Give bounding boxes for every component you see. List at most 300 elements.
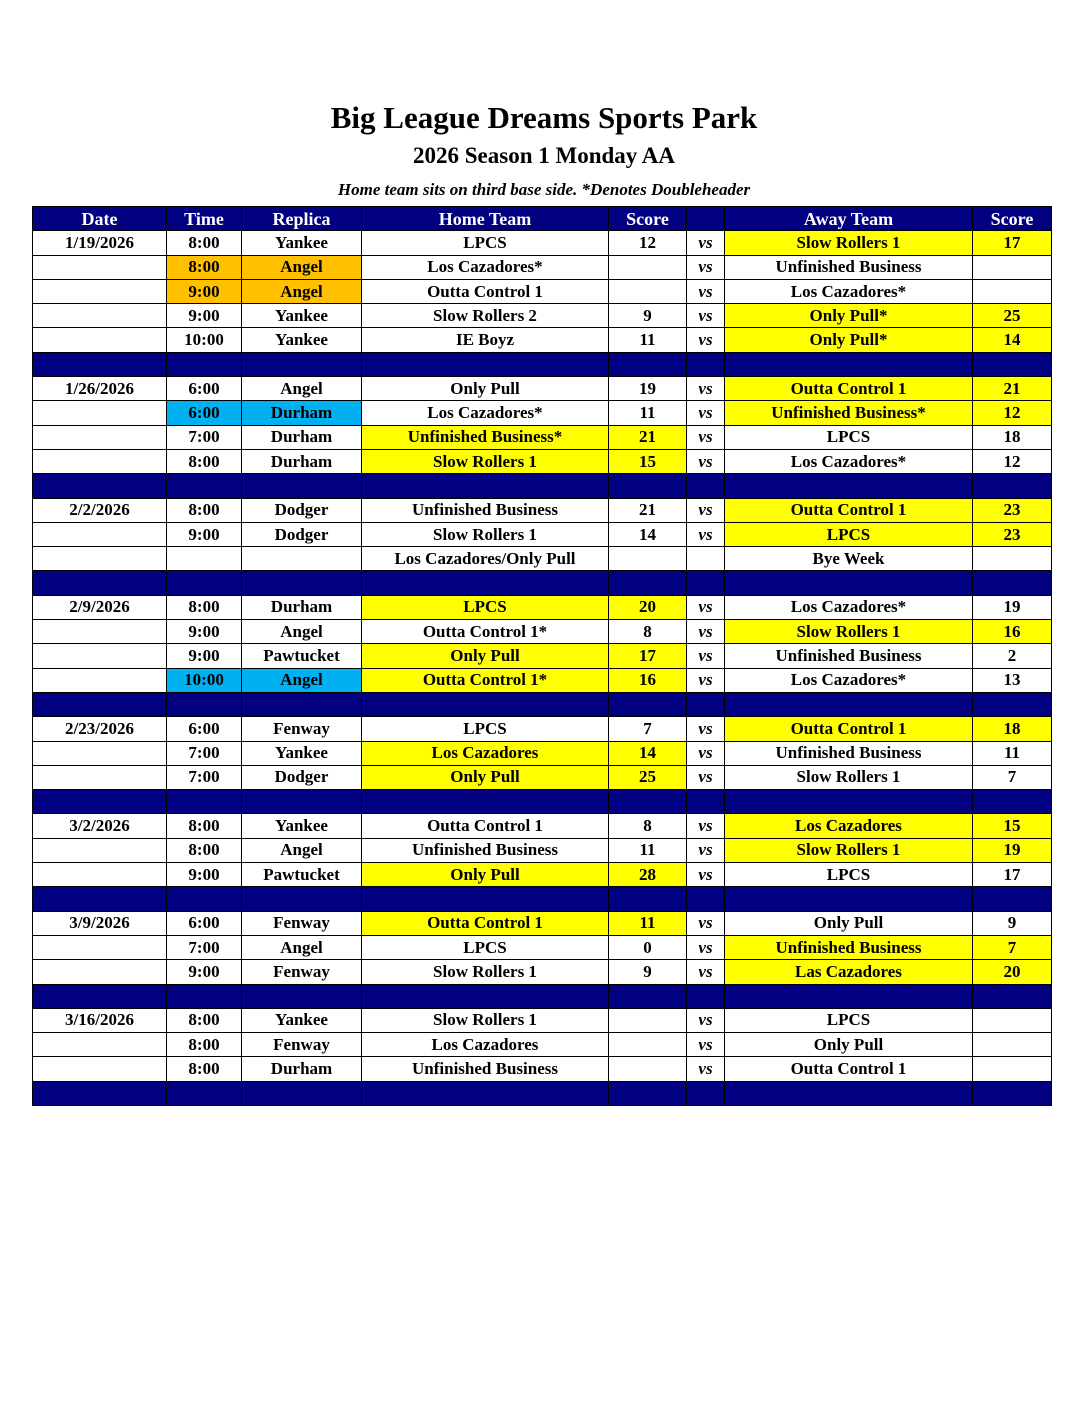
vs-cell: vs bbox=[687, 620, 725, 644]
time-cell: 7:00 bbox=[167, 425, 242, 449]
replica-cell: Angel bbox=[242, 279, 362, 303]
home-team-cell: Outta Control 1* bbox=[362, 668, 609, 692]
date-cell bbox=[33, 255, 167, 279]
replica-cell: Durham bbox=[242, 401, 362, 425]
replica-cell: Yankee bbox=[242, 1008, 362, 1032]
away-score-cell: 7 bbox=[973, 935, 1052, 959]
time-cell bbox=[167, 547, 242, 571]
col-time: Time bbox=[167, 207, 242, 231]
week-separator-row bbox=[33, 790, 1052, 814]
vs-cell: vs bbox=[687, 935, 725, 959]
separator-cell bbox=[362, 984, 609, 1008]
home-team-cell: Outta Control 1 bbox=[362, 814, 609, 838]
game-row bbox=[33, 814, 1052, 838]
home-score-cell: 0 bbox=[609, 935, 687, 959]
away-team-cell: Unfinished Business bbox=[725, 255, 973, 279]
game-row bbox=[33, 1008, 1052, 1032]
home-team-cell: Los Cazadores* bbox=[362, 401, 609, 425]
vs-cell: vs bbox=[687, 741, 725, 765]
game-row bbox=[33, 498, 1052, 522]
week-separator-row bbox=[33, 692, 1052, 716]
away-team-cell: Unfinished Business* bbox=[725, 401, 973, 425]
separator-cell bbox=[33, 1081, 167, 1105]
time-cell: 8:00 bbox=[167, 449, 242, 473]
replica-cell: Fenway bbox=[242, 717, 362, 741]
time-cell: 6:00 bbox=[167, 401, 242, 425]
time-cell: 6:00 bbox=[167, 377, 242, 401]
date-cell bbox=[33, 547, 167, 571]
home-team-cell: Only Pull bbox=[362, 644, 609, 668]
separator-cell bbox=[33, 692, 167, 716]
home-team-cell: Only Pull bbox=[362, 863, 609, 887]
away-score-cell: 17 bbox=[973, 231, 1052, 255]
away-team-cell: Los Cazadores* bbox=[725, 668, 973, 692]
separator-cell bbox=[33, 790, 167, 814]
game-row bbox=[33, 547, 1052, 571]
away-score-cell: 19 bbox=[973, 838, 1052, 862]
game-row bbox=[33, 377, 1052, 401]
separator-cell bbox=[167, 1081, 242, 1105]
home-team-cell: LPCS bbox=[362, 231, 609, 255]
time-cell: 6:00 bbox=[167, 717, 242, 741]
separator-cell bbox=[687, 474, 725, 498]
separator-cell bbox=[687, 571, 725, 595]
time-cell: 6:00 bbox=[167, 911, 242, 935]
vs-cell: vs bbox=[687, 644, 725, 668]
time-cell: 8:00 bbox=[167, 814, 242, 838]
date-cell bbox=[33, 668, 167, 692]
separator-cell bbox=[973, 352, 1052, 376]
home-team-cell: Unfinished Business bbox=[362, 1057, 609, 1081]
separator-cell bbox=[167, 887, 242, 911]
away-team-cell: Only Pull bbox=[725, 1033, 973, 1057]
home-score-cell: 21 bbox=[609, 498, 687, 522]
vs-cell: vs bbox=[687, 522, 725, 546]
replica-cell: Fenway bbox=[242, 960, 362, 984]
vs-cell: vs bbox=[687, 377, 725, 401]
away-team-cell: Unfinished Business bbox=[725, 935, 973, 959]
page-subtitle: 2026 Season 1 Monday AA bbox=[413, 143, 675, 168]
replica-cell: Yankee bbox=[242, 741, 362, 765]
away-team-cell: Outta Control 1 bbox=[725, 717, 973, 741]
away-score-cell: 20 bbox=[973, 960, 1052, 984]
date-cell bbox=[33, 279, 167, 303]
vs-cell: vs bbox=[687, 765, 725, 789]
separator-cell bbox=[242, 887, 362, 911]
separator-cell bbox=[687, 692, 725, 716]
separator-cell bbox=[725, 352, 973, 376]
home-score-cell: 11 bbox=[609, 838, 687, 862]
game-row bbox=[33, 717, 1052, 741]
separator-cell bbox=[973, 1081, 1052, 1105]
game-row bbox=[33, 425, 1052, 449]
separator-cell bbox=[362, 1081, 609, 1105]
away-team-cell: LPCS bbox=[725, 522, 973, 546]
away-team-cell: LPCS bbox=[725, 863, 973, 887]
away-team-cell: Slow Rollers 1 bbox=[725, 838, 973, 862]
separator-cell bbox=[242, 692, 362, 716]
vs-cell: vs bbox=[687, 1057, 725, 1081]
time-cell: 10:00 bbox=[167, 328, 242, 352]
game-row bbox=[33, 401, 1052, 425]
away-score-cell: 21 bbox=[973, 377, 1052, 401]
week-separator-row bbox=[33, 352, 1052, 376]
home-team-cell: Unfinished Business bbox=[362, 838, 609, 862]
away-team-cell: Los Cazadores* bbox=[725, 595, 973, 619]
game-row bbox=[33, 449, 1052, 473]
replica-cell: Dodger bbox=[242, 522, 362, 546]
separator-cell bbox=[609, 474, 687, 498]
vs-cell: vs bbox=[687, 911, 725, 935]
away-score-cell: 12 bbox=[973, 401, 1052, 425]
replica-cell: Durham bbox=[242, 425, 362, 449]
away-score-cell: 12 bbox=[973, 449, 1052, 473]
vs-cell: vs bbox=[687, 328, 725, 352]
home-score-cell: 8 bbox=[609, 814, 687, 838]
date-cell bbox=[33, 620, 167, 644]
separator-cell bbox=[725, 571, 973, 595]
date-cell bbox=[33, 863, 167, 887]
header-row bbox=[33, 207, 1052, 231]
separator-cell bbox=[242, 352, 362, 376]
away-score-cell: 25 bbox=[973, 304, 1052, 328]
home-team-cell: IE Boyz bbox=[362, 328, 609, 352]
vs-cell: vs bbox=[687, 401, 725, 425]
week-separator-row bbox=[33, 474, 1052, 498]
separator-cell bbox=[362, 352, 609, 376]
replica-cell: Angel bbox=[242, 838, 362, 862]
home-team-cell: Outta Control 1 bbox=[362, 911, 609, 935]
date-cell: 1/19/2026 bbox=[33, 231, 167, 255]
vs-cell: vs bbox=[687, 1033, 725, 1057]
separator-cell bbox=[973, 984, 1052, 1008]
separator-cell bbox=[725, 790, 973, 814]
date-cell bbox=[33, 741, 167, 765]
replica-cell: Angel bbox=[242, 935, 362, 959]
separator-cell bbox=[687, 1081, 725, 1105]
separator-cell bbox=[609, 352, 687, 376]
home-score-cell: 15 bbox=[609, 449, 687, 473]
date-cell: 3/16/2026 bbox=[33, 1008, 167, 1032]
vs-cell: vs bbox=[687, 863, 725, 887]
week-separator-row bbox=[33, 887, 1052, 911]
date-cell bbox=[33, 522, 167, 546]
home-score-cell: 11 bbox=[609, 328, 687, 352]
game-row bbox=[33, 960, 1052, 984]
away-team-cell: Los Cazadores bbox=[725, 814, 973, 838]
separator-cell bbox=[973, 474, 1052, 498]
separator-cell bbox=[725, 1081, 973, 1105]
time-cell: 9:00 bbox=[167, 620, 242, 644]
separator-cell bbox=[362, 474, 609, 498]
separator-cell bbox=[362, 887, 609, 911]
home-score-cell: 14 bbox=[609, 522, 687, 546]
away-score-cell: 11 bbox=[973, 741, 1052, 765]
home-score-cell bbox=[609, 1033, 687, 1057]
away-score-cell: 7 bbox=[973, 765, 1052, 789]
replica-cell: Pawtucket bbox=[242, 863, 362, 887]
date-cell: 2/23/2026 bbox=[33, 717, 167, 741]
replica-cell: Fenway bbox=[242, 1033, 362, 1057]
home-score-cell bbox=[609, 1008, 687, 1032]
away-score-cell: 17 bbox=[973, 863, 1052, 887]
vs-cell: vs bbox=[687, 231, 725, 255]
separator-cell bbox=[725, 474, 973, 498]
date-cell bbox=[33, 960, 167, 984]
page-title: Big League Dreams Sports Park bbox=[330, 100, 758, 135]
home-team-cell: Los Cazadores* bbox=[362, 255, 609, 279]
away-score-cell: 19 bbox=[973, 595, 1052, 619]
home-score-cell: 7 bbox=[609, 717, 687, 741]
home-team-cell: Only Pull bbox=[362, 765, 609, 789]
home-team-cell: Only Pull bbox=[362, 377, 609, 401]
replica-cell: Fenway bbox=[242, 911, 362, 935]
game-row bbox=[33, 304, 1052, 328]
game-row bbox=[33, 741, 1052, 765]
date-cell bbox=[33, 838, 167, 862]
home-score-cell: 8 bbox=[609, 620, 687, 644]
home-score-cell: 9 bbox=[609, 960, 687, 984]
home-score-cell bbox=[609, 547, 687, 571]
home-score-cell: 11 bbox=[609, 401, 687, 425]
vs-cell: vs bbox=[687, 304, 725, 328]
away-score-cell: 23 bbox=[973, 522, 1052, 546]
home-team-cell: Slow Rollers 1 bbox=[362, 1008, 609, 1032]
game-row bbox=[33, 838, 1052, 862]
game-row bbox=[33, 863, 1052, 887]
away-score-cell: 13 bbox=[973, 668, 1052, 692]
week-separator-row bbox=[33, 984, 1052, 1008]
time-cell: 9:00 bbox=[167, 304, 242, 328]
home-score-cell: 21 bbox=[609, 425, 687, 449]
away-team-cell: Los Cazadores* bbox=[725, 449, 973, 473]
separator-cell bbox=[33, 984, 167, 1008]
separator-cell bbox=[687, 790, 725, 814]
col-date: Date bbox=[33, 207, 167, 231]
away-score-cell: 18 bbox=[973, 717, 1052, 741]
home-score-cell: 20 bbox=[609, 595, 687, 619]
separator-cell bbox=[609, 790, 687, 814]
separator-cell bbox=[242, 474, 362, 498]
game-row bbox=[33, 231, 1052, 255]
separator-cell bbox=[33, 571, 167, 595]
away-score-cell: 2 bbox=[973, 644, 1052, 668]
date-cell bbox=[33, 935, 167, 959]
game-row bbox=[33, 279, 1052, 303]
separator-cell bbox=[609, 984, 687, 1008]
vs-cell: vs bbox=[687, 814, 725, 838]
home-team-cell: Outta Control 1* bbox=[362, 620, 609, 644]
date-cell bbox=[33, 328, 167, 352]
replica-cell: Durham bbox=[242, 1057, 362, 1081]
time-cell: 8:00 bbox=[167, 595, 242, 619]
home-team-cell: LPCS bbox=[362, 717, 609, 741]
separator-cell bbox=[362, 571, 609, 595]
separator-cell bbox=[362, 692, 609, 716]
date-cell bbox=[33, 1057, 167, 1081]
separator-cell bbox=[609, 887, 687, 911]
date-cell: 3/9/2026 bbox=[33, 911, 167, 935]
vs-cell: vs bbox=[687, 425, 725, 449]
replica-cell: Yankee bbox=[242, 328, 362, 352]
home-team-cell: Los Cazadores bbox=[362, 1033, 609, 1057]
time-cell: 8:00 bbox=[167, 255, 242, 279]
vs-cell: vs bbox=[687, 668, 725, 692]
replica-cell: Angel bbox=[242, 620, 362, 644]
home-team-cell: Unfinished Business bbox=[362, 498, 609, 522]
replica-cell: Dodger bbox=[242, 498, 362, 522]
date-cell bbox=[33, 425, 167, 449]
away-team-cell: Las Cazadores bbox=[725, 960, 973, 984]
date-cell bbox=[33, 304, 167, 328]
date-cell bbox=[33, 644, 167, 668]
home-team-cell: Slow Rollers 1 bbox=[362, 449, 609, 473]
date-cell bbox=[33, 765, 167, 789]
time-cell: 8:00 bbox=[167, 1033, 242, 1057]
time-cell: 8:00 bbox=[167, 838, 242, 862]
replica-cell bbox=[242, 547, 362, 571]
away-score-cell: 9 bbox=[973, 911, 1052, 935]
time-cell: 8:00 bbox=[167, 1008, 242, 1032]
week-separator-row bbox=[33, 571, 1052, 595]
away-team-cell: Unfinished Business bbox=[725, 644, 973, 668]
home-score-cell: 16 bbox=[609, 668, 687, 692]
replica-cell: Durham bbox=[242, 595, 362, 619]
separator-cell bbox=[167, 790, 242, 814]
away-team-cell: Only Pull* bbox=[725, 304, 973, 328]
separator-cell bbox=[33, 352, 167, 376]
game-row bbox=[33, 644, 1052, 668]
home-score-cell: 9 bbox=[609, 304, 687, 328]
game-row bbox=[33, 765, 1052, 789]
date-cell: 1/26/2026 bbox=[33, 377, 167, 401]
col-away-score: Score bbox=[973, 207, 1052, 231]
separator-cell bbox=[362, 790, 609, 814]
home-score-cell: 28 bbox=[609, 863, 687, 887]
game-row bbox=[33, 935, 1052, 959]
date-cell bbox=[33, 449, 167, 473]
away-score-cell: 16 bbox=[973, 620, 1052, 644]
separator-cell bbox=[242, 790, 362, 814]
date-cell: 2/9/2026 bbox=[33, 595, 167, 619]
vs-cell: vs bbox=[687, 960, 725, 984]
date-cell bbox=[33, 401, 167, 425]
away-score-cell bbox=[973, 1057, 1052, 1081]
time-cell: 7:00 bbox=[167, 765, 242, 789]
home-score-cell bbox=[609, 255, 687, 279]
vs-cell: vs bbox=[687, 279, 725, 303]
vs-cell: vs bbox=[687, 1008, 725, 1032]
vs-cell: vs bbox=[687, 255, 725, 279]
game-row bbox=[33, 911, 1052, 935]
separator-cell bbox=[167, 571, 242, 595]
separator-cell bbox=[242, 1081, 362, 1105]
away-team-cell: LPCS bbox=[725, 1008, 973, 1032]
vs-cell: vs bbox=[687, 498, 725, 522]
replica-cell: Angel bbox=[242, 377, 362, 401]
game-row bbox=[33, 1057, 1052, 1081]
time-cell: 9:00 bbox=[167, 644, 242, 668]
separator-cell bbox=[167, 984, 242, 1008]
game-row bbox=[33, 620, 1052, 644]
separator-cell bbox=[725, 984, 973, 1008]
time-cell: 9:00 bbox=[167, 960, 242, 984]
away-score-cell bbox=[973, 279, 1052, 303]
separator-cell bbox=[609, 692, 687, 716]
away-team-cell: Los Cazadores* bbox=[725, 279, 973, 303]
separator-cell bbox=[687, 887, 725, 911]
time-cell: 10:00 bbox=[167, 668, 242, 692]
time-cell: 8:00 bbox=[167, 231, 242, 255]
separator-cell bbox=[973, 571, 1052, 595]
game-row bbox=[33, 1033, 1052, 1057]
vs-cell: vs bbox=[687, 595, 725, 619]
date-cell bbox=[33, 1033, 167, 1057]
time-cell: 9:00 bbox=[167, 279, 242, 303]
home-team-cell: Unfinished Business* bbox=[362, 425, 609, 449]
away-team-cell: Outta Control 1 bbox=[725, 498, 973, 522]
replica-cell: Durham bbox=[242, 449, 362, 473]
separator-cell bbox=[167, 474, 242, 498]
home-score-cell: 11 bbox=[609, 911, 687, 935]
time-cell: 8:00 bbox=[167, 1057, 242, 1081]
away-score-cell bbox=[973, 547, 1052, 571]
away-team-cell: Unfinished Business bbox=[725, 741, 973, 765]
vs-cell: vs bbox=[687, 838, 725, 862]
separator-cell bbox=[973, 692, 1052, 716]
game-row bbox=[33, 522, 1052, 546]
replica-cell: Yankee bbox=[242, 231, 362, 255]
col-home-score: Score bbox=[609, 207, 687, 231]
home-score-cell: 12 bbox=[609, 231, 687, 255]
away-team-cell: Outta Control 1 bbox=[725, 1057, 973, 1081]
col-replica: Replica bbox=[242, 207, 362, 231]
home-team-cell: LPCS bbox=[362, 935, 609, 959]
separator-cell bbox=[167, 692, 242, 716]
separator-cell bbox=[609, 1081, 687, 1105]
col-home-team: Home Team bbox=[362, 207, 609, 231]
time-cell: 8:00 bbox=[167, 498, 242, 522]
schedule-note: Home team sits on third base side. *Denotes Doubleheader bbox=[337, 180, 751, 199]
vs-cell bbox=[687, 547, 725, 571]
separator-cell bbox=[725, 692, 973, 716]
time-cell: 9:00 bbox=[167, 522, 242, 546]
home-team-cell: Slow Rollers 1 bbox=[362, 960, 609, 984]
game-row bbox=[33, 328, 1052, 352]
week-separator-row bbox=[33, 1081, 1052, 1105]
away-team-cell: Only Pull* bbox=[725, 328, 973, 352]
separator-cell bbox=[973, 790, 1052, 814]
away-score-cell: 23 bbox=[973, 498, 1052, 522]
replica-cell: Yankee bbox=[242, 304, 362, 328]
game-row bbox=[33, 255, 1052, 279]
home-score-cell: 17 bbox=[609, 644, 687, 668]
away-score-cell bbox=[973, 1033, 1052, 1057]
separator-cell bbox=[725, 887, 973, 911]
away-team-cell: LPCS bbox=[725, 425, 973, 449]
replica-cell: Dodger bbox=[242, 765, 362, 789]
time-cell: 7:00 bbox=[167, 741, 242, 765]
col-away-team: Away Team bbox=[725, 207, 973, 231]
home-score-cell: 25 bbox=[609, 765, 687, 789]
vs-cell: vs bbox=[687, 717, 725, 741]
home-score-cell: 14 bbox=[609, 741, 687, 765]
vs-cell: vs bbox=[687, 449, 725, 473]
away-score-cell bbox=[973, 1008, 1052, 1032]
col-vs bbox=[687, 207, 725, 231]
home-team-cell: LPCS bbox=[362, 595, 609, 619]
separator-cell bbox=[33, 887, 167, 911]
